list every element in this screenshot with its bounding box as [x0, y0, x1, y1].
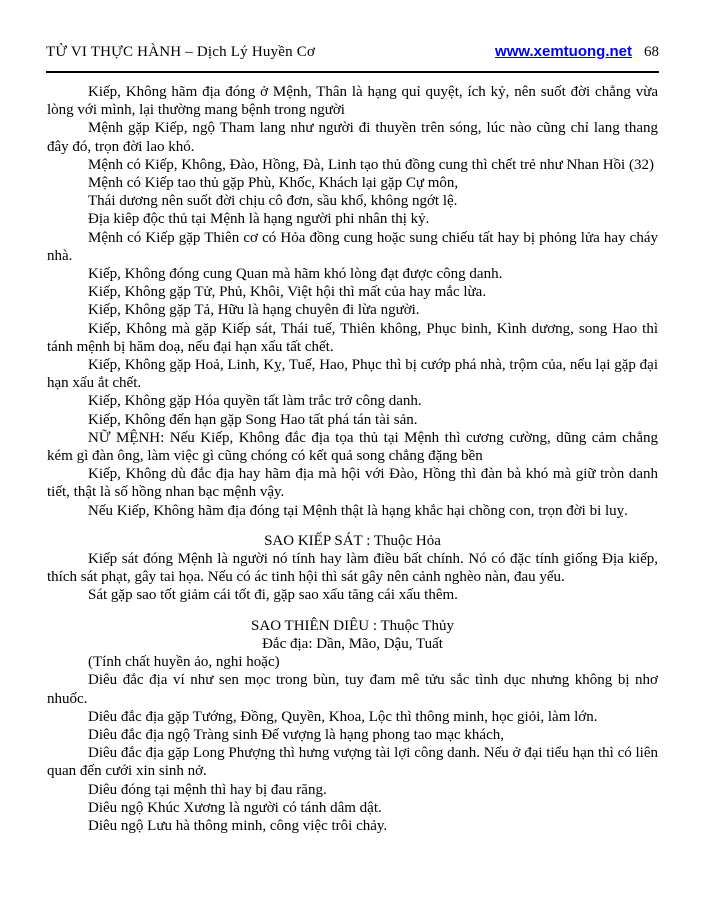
- paragraph: (Tính chất huyền ảo, nghi hoặc): [88, 654, 280, 671]
- site-link[interactable]: www.xemtuong.net: [495, 43, 632, 60]
- paragraph: Kiếp, Không gặp Tử, Phủ, Khôi, Việt hội thì mất của hay mắc lừa.: [88, 284, 487, 301]
- paragraph: Diêu đắc địa ví như sen mọc trong bùn, tuy đam mê tửu sắc tình dục nhưng không bị nhơ nhuốc.: [47, 672, 658, 707]
- paragraph: Diêu đóng tại mệnh thì hay bị đau răng.: [88, 781, 327, 798]
- section-thien-dieu: [47, 617, 658, 835]
- paragraph: Diêu ngộ Lưu hà thông minh, công việc trôi chảy.: [88, 817, 388, 834]
- paragraph: Diêu đắc địa ngộ Tràng sinh Đế vượng là hạng phong tao mạc khách,: [88, 726, 504, 743]
- paragraph: Kiếp, Không gặp Hóa quyền tất làm trắc trở công danh.: [88, 393, 422, 410]
- section-kiep-sat: [47, 532, 658, 605]
- header-right: [495, 43, 659, 61]
- page-header: [0, 0, 705, 61]
- paragraph: Diêu đắc địa gặp Tướng, Đồng, Quyền, Khoa, Lộc thì thông minh, học giỏi, làm lớn.: [88, 708, 598, 725]
- paragraph: Kiếp, Không gặp Hoả, Linh, Kỵ, Tuế, Hao, Phục thì bị cướp phá nhà, trộm của, nếu lại gặp đại hạn xấu ắt chết.: [47, 357, 658, 392]
- paragraph: Kiếp, Không gặp Tả, Hữu là hạng chuyên đi lừa người.: [88, 302, 420, 319]
- header-divider: [46, 71, 659, 73]
- paragraph: Kiếp, Không mà gặp Kiếp sát, Thái tuế, Thiên không, Phục binh, Kình dương, song Hao thì tánh mệnh bị hăm doạ, nếu đại hạn xấu tất chết.: [47, 320, 658, 355]
- section-subheading-thien-dieu: Đắc địa: Dần, Mão, Dậu, Tuất: [262, 635, 443, 652]
- section-heading-thien-dieu: SAO THIÊN DIÊU : Thuộc Thủy: [251, 617, 454, 634]
- paragraph: Kiếp sát đóng Mệnh là người nó tính hay làm điều bất chính. Nó có đặc tính giống Địa kiếp, thích sát phạt, gây tai họa. Nếu có ác tinh hội thì sát gây nên cảnh nghèo nàn, đau yếu.: [47, 551, 658, 586]
- paragraph: Kiếp, Không dù đắc địa hay hãm địa mà hội với Đào, Hồng thì đàn bà khó mà giữ tròn danh tiết, thật là số hồng nhan bạc mệnh vậy.: [47, 466, 658, 501]
- paragraph: Mệnh có Kiếp tao thủ gặp Phù, Khốc, Khách lại gặp Cự môn,: [88, 175, 459, 192]
- document-body: [47, 83, 658, 835]
- paragraph: Kiếp, Không hãm địa đóng ở Mệnh, Thân là hạng quỉ quyệt, ích kỷ, nên suốt đời chẳng vừa lòng với mình, lại thường mang bệnh trong người: [47, 84, 658, 119]
- section-heading-kiep-sat: SAO KIẾP SÁT : Thuộc Hỏa: [264, 532, 441, 549]
- paragraph: NỮ MỆNH: Nếu Kiếp, Không đắc địa tọa thủ tại Mệnh thì cương cường, dũng cảm chẳng kém gì đàn ông, làm việc gì cũng chóng có kết quả song chẳng đặng bền: [47, 429, 658, 465]
- paragraph: Thái dương nên suốt đời chịu cô đơn, sầu khổ, không ngớt lệ.: [88, 193, 458, 210]
- paragraph: Mệnh gặp Kiếp, ngộ Tham lang như người đi thuyền trên sóng, lúc nào cũng chỉ lang thang đây đó, trọn đời lao khó.: [47, 120, 658, 155]
- paragraph: Kiếp, Không đóng cung Quan mà hãm khó lòng đạt được công danh.: [88, 266, 503, 283]
- paragraph: Nếu Kiếp, Không hãm địa đóng tại Mệnh thật là hạng khắc hại chồng con, trọn đời bi luỵ.: [88, 502, 628, 519]
- paragraph: Kiếp, Không đến hạn gặp Song Hao tất phá tán tài sản.: [88, 411, 418, 428]
- paragraph: Mệnh có Kiếp gặp Thiên cơ có Hỏa đồng cung hoặc sung chiếu tất hay bị phỏng lửa hay cháy nhà.: [47, 229, 658, 264]
- paragraph: Địa kiêp độc thủ tại Mệnh là hạng người phi nhân thị kỷ.: [88, 211, 430, 228]
- paragraph: Mệnh có Kiếp, Không, Đào, Hồng, Đà, Linh tạo thủ đồng cung thì chết trẻ như Nhan Hồi (32): [88, 156, 654, 173]
- paragraph: Diêu ngộ Khúc Xương là người có tánh dâm dật.: [88, 799, 382, 816]
- header-title: TỬ VI THỰC HÀNH – Dịch Lý Huyền Cơ: [46, 44, 316, 60]
- paragraph: Diêu đắc địa gặp Long Phượng thì hưng vượng tài lợi công danh. Nếu ở đại tiểu hạn thì có liên quan đến cưới xin sinh nở.: [47, 745, 658, 780]
- paragraph: Sát gặp sao tốt giảm cái tốt đi, gặp sao xấu tăng cái xấu thêm.: [88, 587, 458, 604]
- page-number: 68: [644, 44, 659, 60]
